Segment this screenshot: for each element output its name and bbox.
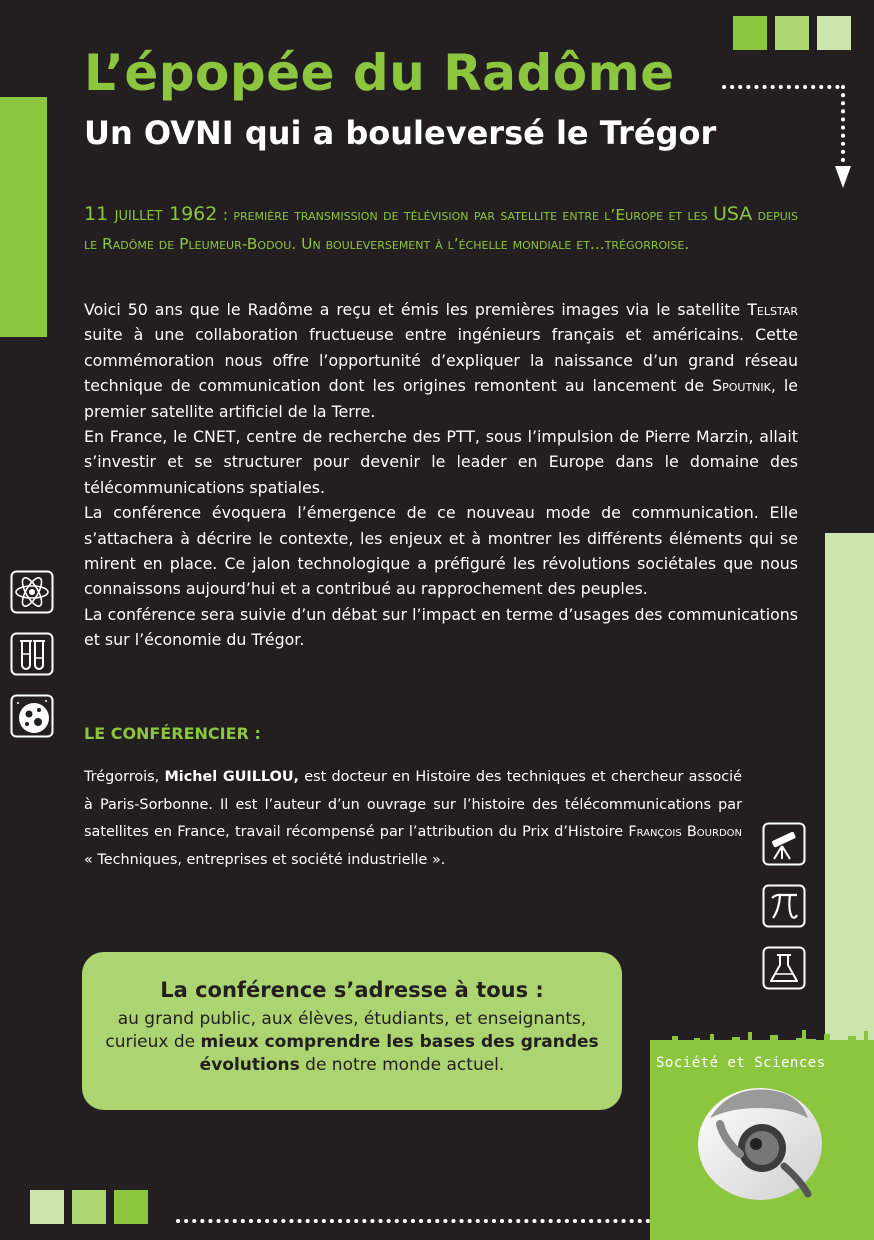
- brand-label: Société et Sciences: [656, 1055, 826, 1071]
- callout-text: [82, 1008, 622, 1077]
- page-subtitle: Un OVNI qui a bouleversé le Trégor: [84, 114, 717, 152]
- body-p1-part-a: Voici 50 ans que le Radôme a reçu et émis les premières images via le satellite: [84, 300, 748, 319]
- page-title: L’épopée du Radôme: [84, 44, 675, 102]
- test-tubes-icon: [10, 632, 54, 676]
- deco-square-3: [817, 16, 851, 50]
- deco-square-5: [72, 1190, 106, 1224]
- child-with-magnifier-photo: [690, 1078, 830, 1202]
- spoutnik-name: Spoutnik: [712, 376, 771, 396]
- speaker-name: Michel GUILLOU,: [164, 769, 299, 785]
- body-p1-part-b: suite à une collaboration fructueuse entre ingénieurs français et américains. Cette commémoration nous offre l’opportunité d’expliquer la naissance d’un grand réseau technique de communication dont les origines remontent au lancement de: [84, 325, 798, 396]
- deco-square-4: [30, 1190, 64, 1224]
- city-skyline-decoration: [650, 1022, 874, 1052]
- deco-square-6: [114, 1190, 148, 1224]
- prize-name: François Bourdon: [628, 824, 742, 840]
- moon-icon: [10, 694, 54, 738]
- callout-line-2: de notre monde actuel.: [299, 1055, 505, 1075]
- atom-icon: [10, 570, 54, 614]
- body-p1-part-c: , le premier satellite artificiel de la Terre.: [84, 376, 798, 421]
- body-paragraph-3: La conférence évoquera l’émergence de ce nouveau mode de communication. Elle s’attachera à décrire le contexte, les enjeux et à montrer les différents éléments qui se mirent en place. Ce jalon technologique a préfiguré les révolutions sociétales que nous connaissons aujourd’hui et a contribué au rapprochement des peuples.: [84, 503, 798, 599]
- intro-text: : première transmission de télévision par satellite entre l’Europe et les: [217, 206, 713, 224]
- deco-square-1: [733, 16, 767, 50]
- speaker-lead: Trégorrois,: [84, 769, 165, 785]
- body-paragraph-2: En France, le CNET, centre de recherche des PTT, sous l’impulsion de Pierre Marzin, allait s’investir et se structurer pour devenir le leader en Europe dans le domaine des télécommunications spatiales.: [84, 427, 798, 497]
- intro-paragraph: [84, 200, 798, 259]
- pi-icon: [762, 884, 806, 928]
- speaker-text: est docteur en Histoire des techniques et chercheur associé à Paris-Sorbonne. Il est l’auteur d’un ouvrage sur l’histoire des télécommunications par satellites en France, travail récompensé par l’attribution du Prix d’Histoire: [84, 769, 743, 840]
- speaker-text-2: « Techniques, entreprises et société industrielle ».: [84, 851, 446, 868]
- callout-bold: mieux comprendre les bases des grandes évolutions: [199, 1032, 599, 1075]
- deco-square-2: [775, 16, 809, 50]
- callout-line-1: au grand public, aux élèves, étudiants, et enseignants, curieux de: [105, 1009, 587, 1052]
- intro-text-2: depuis le Radôme de Pleumeur-Bodou. Un bouleversement à l’échelle mondiale et...trégorroise.: [84, 206, 799, 253]
- body-paragraph-1: [84, 297, 798, 424]
- telescope-icon: [762, 822, 806, 866]
- right-accent-bar: [825, 533, 874, 1053]
- flask-icon: [762, 946, 806, 990]
- intro-usa: USA: [712, 203, 753, 225]
- speaker-paragraph: [84, 764, 742, 874]
- callout-title: La conférence s’adresse à tous :: [160, 978, 544, 1002]
- body-paragraph-4: La conférence sera suivie d’un débat sur l’impact en terme d’usages des communications et sur l’économie du Trégor.: [84, 604, 798, 650]
- speaker-heading: LE CONFÉRENCIER :: [84, 724, 261, 743]
- left-accent-bar: [0, 97, 47, 337]
- dotted-arrow-down-icon: [720, 78, 860, 193]
- telstar-name: Telstar: [747, 300, 798, 319]
- audience-callout: [82, 952, 622, 1110]
- intro-date: 11 juillet 1962: [84, 203, 218, 225]
- body-text: [84, 297, 798, 653]
